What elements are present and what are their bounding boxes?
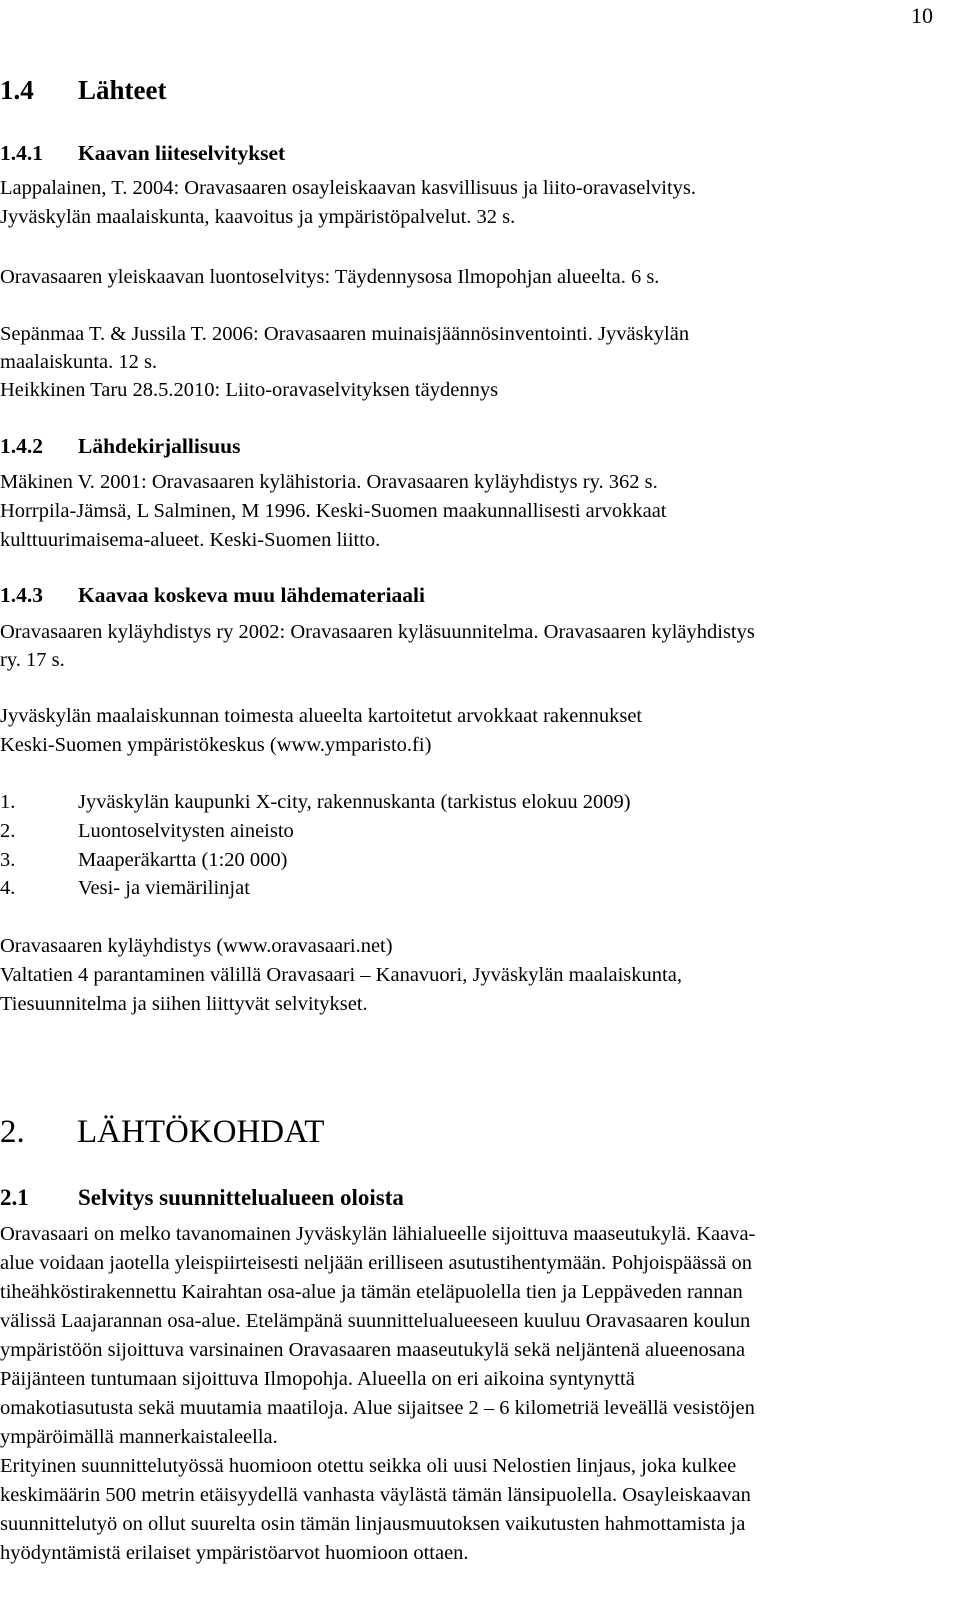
reference-line: Jyväskylän maalaiskunta, kaavoitus ja ympäristöpalvelut. 32 s. xyxy=(0,206,516,228)
paragraph-line: omakotiasutusta sekä muutamia maatiloja. Alue sijaitsee 2 – 6 kilometriä leveällä vesistöjen xyxy=(0,1397,755,1419)
paragraph-line: keskimäärin 500 metrin etäisyydellä vanhasta väylästä tämän länsipuolella. Osayleiskaavan xyxy=(0,1484,751,1506)
chapter-number: 2. xyxy=(0,1114,25,1150)
reference-line: Horrpila-Jämsä, L Salminen, M 1996. Keski-Suomen maakunnallisesti arvokkaat xyxy=(0,500,667,522)
page-number: 10 xyxy=(911,3,933,28)
reference-line: Keski-Suomen ympäristökeskus (www.ymparisto.fi) xyxy=(0,734,432,756)
paragraph-line: Oravasaari on melko tavanomainen Jyväskylän lähialueelle sijoittuva maaseutukylä. Kaava- xyxy=(0,1223,756,1245)
list-item-text: Jyväskylän kaupunki X-city, rakennuskanta (tarkistus elokuu 2009) xyxy=(78,791,631,813)
subsection-title: Kaavan liiteselvitykset xyxy=(78,141,286,165)
reference-line: Sepänmaa T. & Jussila T. 2006: Oravasaaren muinaisjäännösinventointi. Jyväskylän xyxy=(0,323,690,345)
reference-line: ry. 17 s. xyxy=(0,649,65,671)
paragraph-line: suunnittelutyö on ollut suurelta osin tämän linjausmuutoksen vaikutusten hahmottamista ja xyxy=(0,1513,746,1535)
reference-line: Oravasaaren kyläyhdistys (www.oravasaari.net) xyxy=(0,935,393,957)
list-item-text: Maaperäkartta (1:20 000) xyxy=(78,849,288,871)
paragraph-line: ympäröimällä mannerkaistaleella. xyxy=(0,1426,278,1448)
reference-line: Tiesuunnitelma ja siihen liittyvät selvitykset. xyxy=(0,993,368,1015)
reference-line: kulttuurimaisema-alueet. Keski-Suomen liitto. xyxy=(0,529,381,551)
list-item-number: 4. xyxy=(0,877,16,899)
section-title: Lähteet xyxy=(78,75,167,105)
subsection-number: 1.4.2 xyxy=(0,434,43,458)
paragraph-line: Erityinen suunnittelutyössä huomioon otettu seikka oli uusi Nelostien linjaus, joka kulkee xyxy=(0,1455,737,1477)
paragraph-line: ympäristöön sijoittuva varsinainen Oravasaaren maaseutukylä sekä neljäntenä alueenosana xyxy=(0,1339,746,1361)
subsection-title: Selvitys suunnittelualueen oloista xyxy=(78,1185,404,1210)
paragraph-line: alue voidaan jaotella yleispiirteisesti neljään erilliseen asutustihentymään. Pohjoispäässä on xyxy=(0,1252,753,1274)
paragraph-line: Päijänteen tuntumaan sijoittuva Ilmopohja. Alueella on eri aikoina syntynyttä xyxy=(0,1368,635,1390)
subsection-title: Kaavaa koskeva muu lähdemateriaali xyxy=(78,583,426,607)
subsection-number: 1.4.1 xyxy=(0,141,43,165)
paragraph-line: hyödyntämistä erilaiset ympäristöarvot huomioon ottaen. xyxy=(0,1542,469,1564)
paragraph-line: välissä Laajarannan osa-alue. Etelämpänä suunnittelualueeseen kuuluu Oravasaaren koulun xyxy=(0,1310,751,1332)
section-number: 1.4 xyxy=(0,75,34,105)
chapter-title: LÄHTÖKOHDAT xyxy=(77,1114,325,1150)
list-item-number: 1. xyxy=(0,791,16,813)
list-item-number: 2. xyxy=(0,820,16,842)
reference-line: Valtatien 4 parantaminen välillä Oravasaari – Kanavuori, Jyväskylän maalaiskunta, xyxy=(0,964,682,986)
paragraph-line: tiheähköstirakennettu Kairahtan osa-alue ja tämän eteläpuolella tien ja Leppäveden rannan xyxy=(0,1281,743,1303)
reference-line: Oravasaaren kyläyhdistys ry 2002: Oravasaaren kyläsuunnitelma. Oravasaaren kyläyhdistys xyxy=(0,621,755,643)
reference-line: Mäkinen V. 2001: Oravasaaren kylähistoria. Oravasaaren kyläyhdistys ry. 362 s. xyxy=(0,471,658,493)
subsection-title: Lähdekirjallisuus xyxy=(78,434,241,458)
reference-line: Oravasaaren yleiskaavan luontoselvitys: Täydennysosa Ilmopohjan alueelta. 6 s. xyxy=(0,266,660,288)
reference-line: Jyväskylän maalaiskunnan toimesta alueelta kartoitetut arvokkaat rakennukset xyxy=(0,705,643,727)
list-item-number: 3. xyxy=(0,849,16,871)
reference-line: Lappalainen, T. 2004: Oravasaaren osayleiskaavan kasvillisuus ja liito-oravaselvitys. xyxy=(0,177,697,199)
list-item-text: Luontoselvitysten aineisto xyxy=(78,820,294,842)
reference-line: maalaiskunta. 12 s. xyxy=(0,351,158,373)
reference-line: Heikkinen Taru 28.5.2010: Liito-oravaselvityksen täydennys xyxy=(0,379,499,401)
subsection-number: 2.1 xyxy=(0,1185,29,1210)
list-item-text: Vesi- ja viemärilinjat xyxy=(78,877,250,899)
subsection-number: 1.4.3 xyxy=(0,583,43,607)
